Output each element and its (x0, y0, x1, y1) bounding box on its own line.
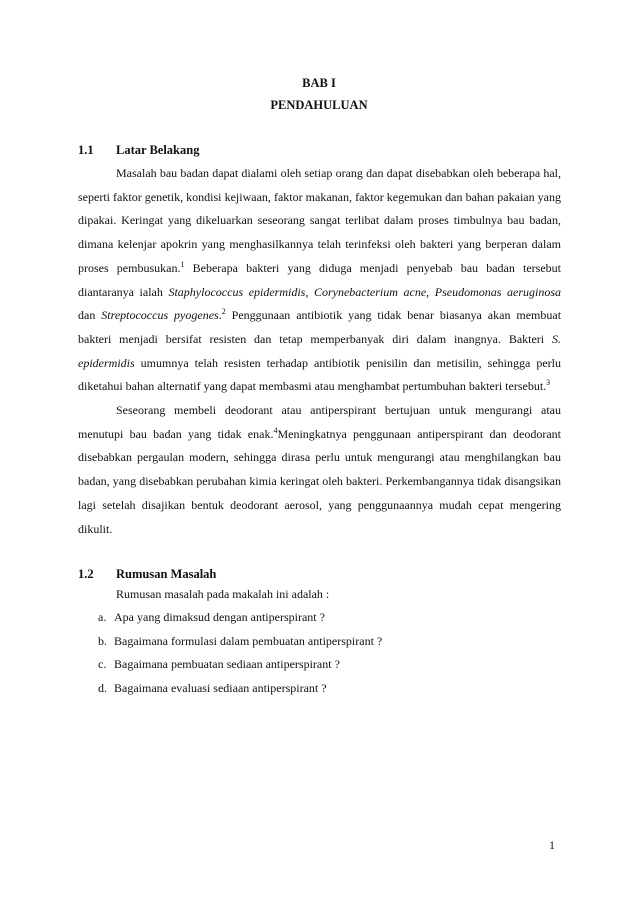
text-run: Penggunaan antibiotik yang tidak benar biasanya akan membuat bakteri menjadi bersifat resisten dan tetap memperbanyak diri dalam inangnya. Bakteri (78, 308, 562, 346)
text-run: . (218, 308, 222, 323)
section-number: 1.1 (78, 143, 94, 157)
list-item-text: Bagaimana formulasi dalam pembuatan antiperspirant ? (114, 633, 383, 648)
paragraph-1 (78, 162, 561, 399)
section-heading-rumusan-masalah (78, 567, 216, 582)
text-run: Masalah bau badan dapat dialami oleh setiap orang dan dapat disebabkan oleh beberapa hal, seperti faktor genetik, kondisi kejiwaan, faktor makanan, faktor kegemukan dan bahan pakaian yang dipakai. Keringat yang dikeluarkan seseorang sangat terlibat dalam proses timbulnya bau badan, dimana kelenjar apokrin yang menghasilkannya telah terinfeksi oleh bakteri yang berperan dalam proses pembusukan. (78, 166, 561, 275)
list-item-text: Apa yang dimaksud dengan antiperspirant ? (114, 610, 325, 624)
italic-term: Staphylococcus epidermidis, Corynebacterium acne (168, 284, 427, 299)
list-item (98, 677, 382, 701)
footnote-ref: 3 (546, 378, 551, 388)
footnote-ref: 2 (221, 307, 226, 317)
section-title: Rumusan Masalah (116, 567, 217, 581)
page-number: 1 (549, 838, 555, 852)
text-run: umumnya telah resisten terhadap antibiotik penisilin dan metisilin, sehingga perlu diketahui bahan alternatif yang dapat membasmi atau menghambat pertumbuhan bakteri tersebut. (78, 355, 561, 394)
chapter-number: BAB I (302, 76, 336, 90)
list-marker: b. (98, 633, 107, 648)
italic-term: Pseudomonas aeruginosa (434, 284, 562, 299)
list-item (98, 653, 382, 677)
italic-term: Streptococcus pyogenes (101, 308, 219, 323)
text-run: Seseorang membeli deodorant atau antiperspirant bertujuan untuk mengurangi atau menutupi bau badan yang tidak enak. (78, 403, 561, 441)
footnote-ref: 1 (180, 259, 185, 269)
rumusan-intro: Rumusan masalah pada makalah ini adalah : (116, 587, 330, 601)
list-marker: c. (98, 657, 107, 672)
list-item-text: Bagaimana pembuatan sediaan antiperspirant ? (114, 657, 340, 672)
question-list (98, 606, 382, 701)
list-marker: a. (98, 610, 107, 624)
section-title: Latar Belakang (116, 143, 200, 157)
chapter-title: PENDAHULUAN (270, 98, 368, 112)
text-run: Beberapa bakteri yang diduga menjadi penyebab bau badan tersebut diantaranya ialah (78, 260, 561, 299)
paragraph-2 (78, 399, 561, 541)
text-run: Meningkatnya penggunaan antiperspirant dan deodorant disebabkan pergaulan modern, sehingga dirasa perlu untuk mengurangi atau menghilangkan bau badan, yang disebabkan perubahan kimia keringat oleh bakteri. Perkembangannya tidak disangsikan lagi setelah disajikan bentuk deodorant aerosol, yang penggunaannya mudah cepat mengering dikulit. (78, 426, 561, 536)
list-item (98, 630, 382, 654)
list-marker: d. (98, 681, 107, 696)
section-number: 1.2 (78, 567, 94, 581)
list-item (98, 606, 382, 630)
footnote-ref: 4 (273, 425, 278, 435)
text-run: dan (78, 308, 102, 323)
list-item-text: Bagaimana evaluasi sediaan antiperspirant ? (114, 681, 327, 696)
italic-term: S. epidermidis (78, 331, 561, 370)
text-run: , (426, 284, 435, 299)
latar-belakang-body (78, 162, 561, 541)
section-heading-latar-belakang (78, 143, 199, 158)
